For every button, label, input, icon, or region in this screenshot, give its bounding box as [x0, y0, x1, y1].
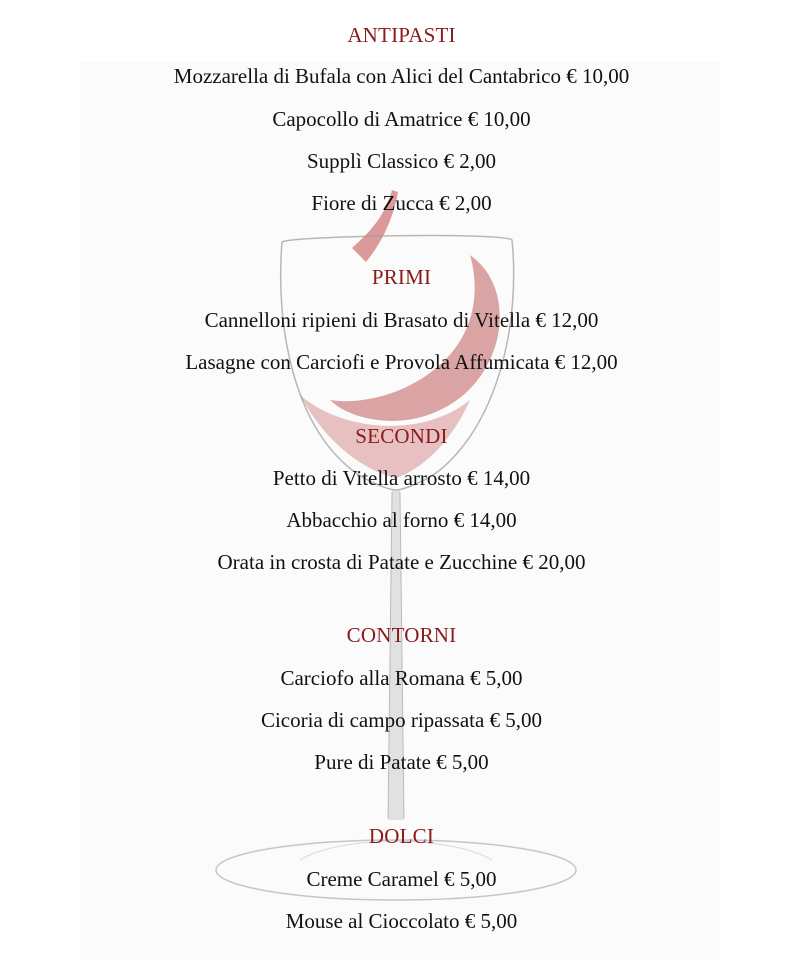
menu-item: Lasagne con Carciofi e Provola Affumicata € 12,00: [185, 350, 618, 374]
section-title-secondi: SECONDI: [355, 424, 448, 448]
menu-item: Mouse al Cioccolato € 5,00: [285, 909, 518, 933]
menu-item: Carciofo alla Romana € 5,00: [280, 666, 523, 690]
menu-item: Mozzarella di Bufala con Alici del Cantabrico € 10,00: [173, 64, 630, 88]
menu-item: Capocollo di Amatrice € 10,00: [272, 107, 531, 131]
menu-item: Supplì Classico € 2,00: [306, 149, 496, 173]
menu-item: Pure di Patate € 5,00: [314, 750, 489, 774]
section-title-dolci: DOLCI: [368, 824, 435, 848]
section-title-primi: PRIMI: [371, 265, 432, 289]
menu-item: Creme Caramel € 5,00: [306, 867, 497, 891]
menu-item: Cicoria di campo ripassata € 5,00: [260, 708, 543, 732]
menu-item: Orata in crosta di Patate e Zucchine € 20,00: [217, 550, 586, 574]
menu-item: Cannelloni ripieni di Brasato di Vitella € 12,00: [204, 308, 599, 332]
section-title-antipasti: ANTIPASTI: [347, 23, 456, 47]
menu-item: Abbacchio al forno € 14,00: [286, 508, 517, 532]
section-title-contorni: CONTORNI: [346, 623, 457, 647]
menu-item: Fiore di Zucca € 2,00: [311, 191, 492, 215]
menu-item: Petto di Vitella arrosto € 14,00: [272, 466, 531, 490]
